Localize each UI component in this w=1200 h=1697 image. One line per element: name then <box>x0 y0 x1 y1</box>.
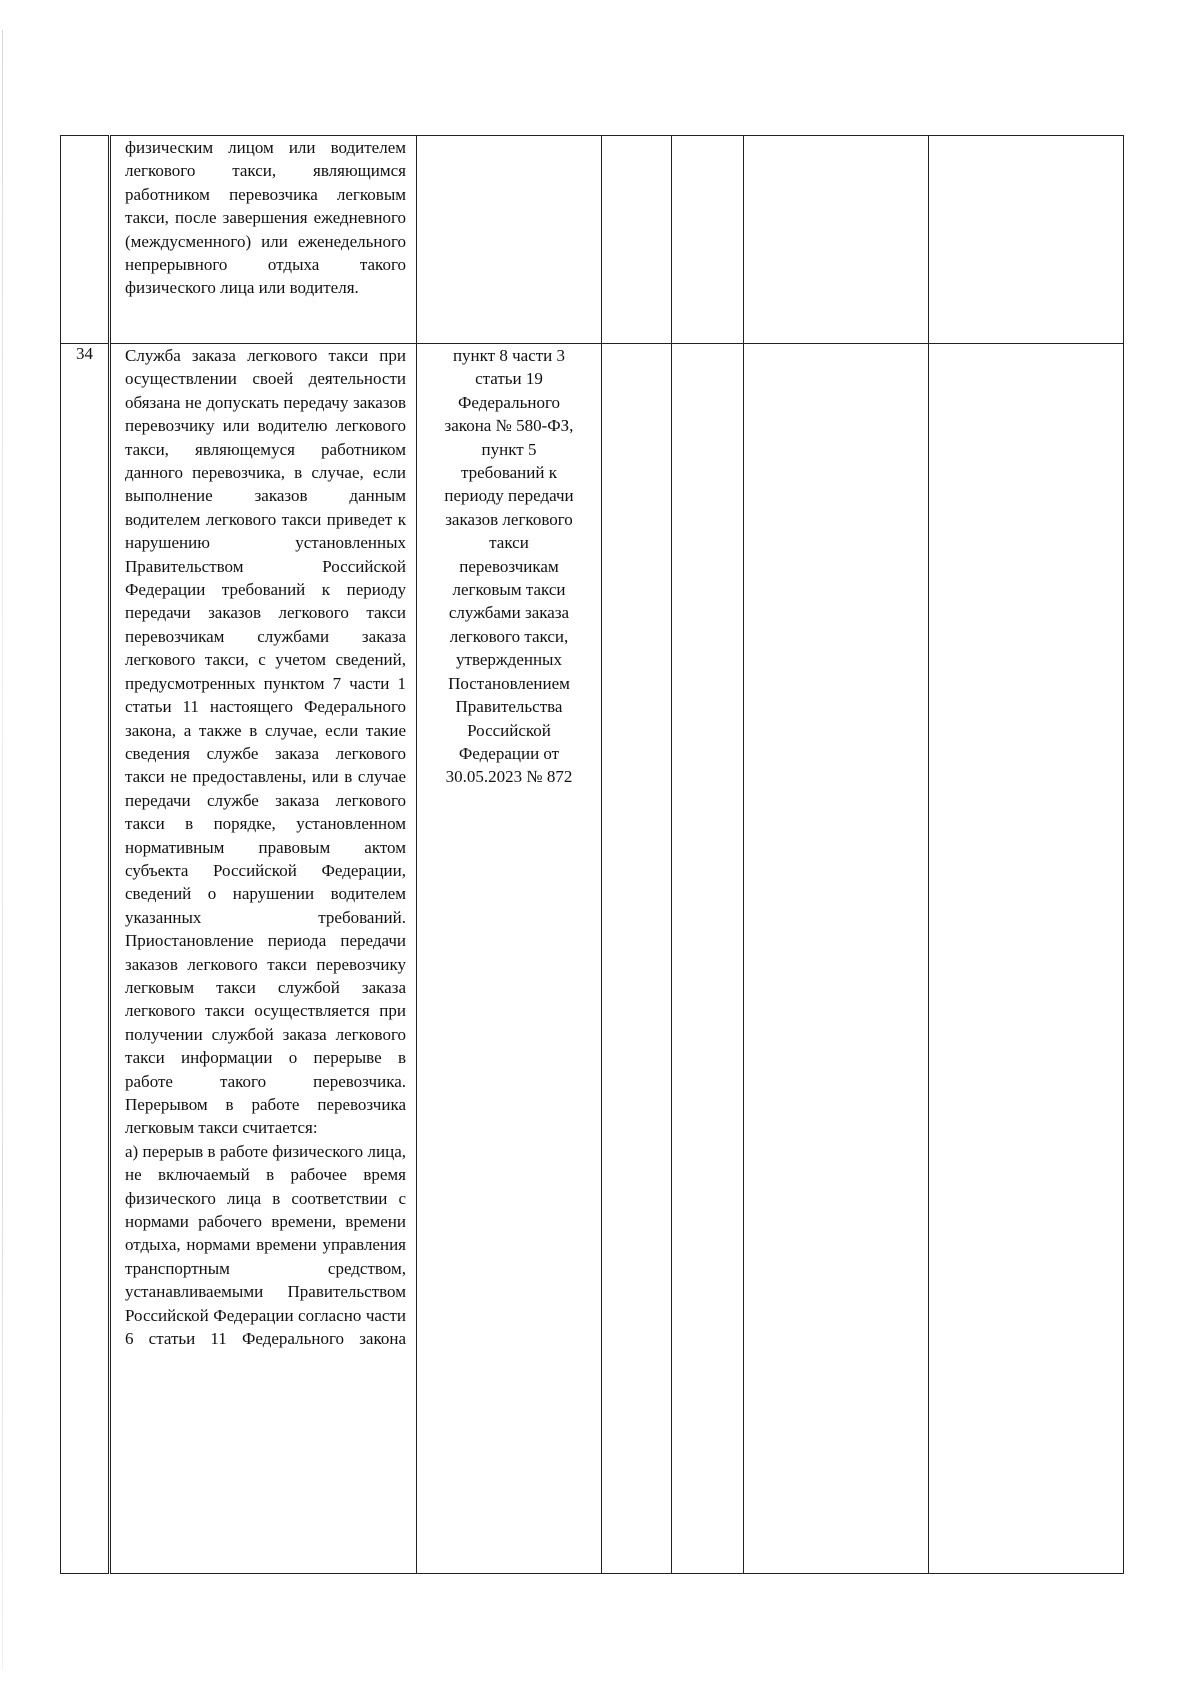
table-row <box>61 344 1124 1574</box>
empty-cell <box>744 344 929 1574</box>
requirement-text-cell <box>110 136 417 344</box>
requirement-text-cell <box>110 344 417 1574</box>
legal-reference-cell <box>417 344 602 1574</box>
row-number-cell <box>61 344 110 1574</box>
requirement-text-item-a: а) перерыв в работе физического лица, не включаемый в рабочее время физического лица в соответствии с нормами рабочего времени, времени отдыха, нормами времени управления транспортным средством, устанавливаемыми Правительством Российской Федерации согласно части 6 статьи 11 Федерального закона <box>125 1141 406 1349</box>
scan-edge-shadow <box>2 30 3 1670</box>
empty-cell <box>602 344 672 1574</box>
requirements-table <box>60 135 1124 1574</box>
empty-cell <box>744 136 929 344</box>
empty-cell <box>672 136 744 344</box>
table-row <box>61 136 1124 344</box>
empty-cell <box>672 344 744 1574</box>
row-number-cell <box>61 136 110 344</box>
empty-cell <box>929 344 1124 1574</box>
empty-cell <box>929 136 1124 344</box>
legal-reference: пункт 8 части 3 статьи 19 Федерального закона № 580-ФЗ, пункт 5 требований к периоду передачи заказов легкового такси перевозчикам легковым такси службами заказа легкового такси, утвержденных Постановлением Правительства Российской Федерации от 30.05.2023 № 872 <box>444 346 574 787</box>
requirement-text: Служба заказа легкового такси при осуществлении своей деятельности обязана не допускать передачу заказов перевозчику или водителю легкового такси, являющемуся работником данного перевозчика, в случае, если выполнение заказов данным водителем легкового такси приведет к нарушению установленных Правительством Российской Федерации требований к периоду передачи заказов легкового такси перевозчикам службами заказа легкового такси, с учетом сведений, предусмотренных пунктом 7 части 1 статьи 11 настоящего Федерального закона, а также в случае, если такие сведения службе заказа легкового такси не предоставлены, или в случае передачи службе заказа легкового такси в порядке, установленном нормативным правовым актом субъекта Российской Федерации, сведений о нарушении водителем указанных требований. Приостановление периода передачи заказов легкового такси перевозчику легковым такси службой заказа легкового такси осуществляется при получении службой заказа легкового такси информации о перерыве в работе такого перевозчика. Перерывом в работе перевозчика легковым такси считается: <box>125 346 406 1138</box>
legal-reference-cell <box>417 136 602 344</box>
empty-cell <box>602 136 672 344</box>
requirement-text: физическим лицом или водителем легкового такси, являющимся работником перевозчика легковым такси, после завершения ежедневного (междусменного) или еженедельного непрерывного отдыха такого физического лица или водителя. <box>125 138 406 298</box>
row-number: 34 <box>76 344 93 363</box>
